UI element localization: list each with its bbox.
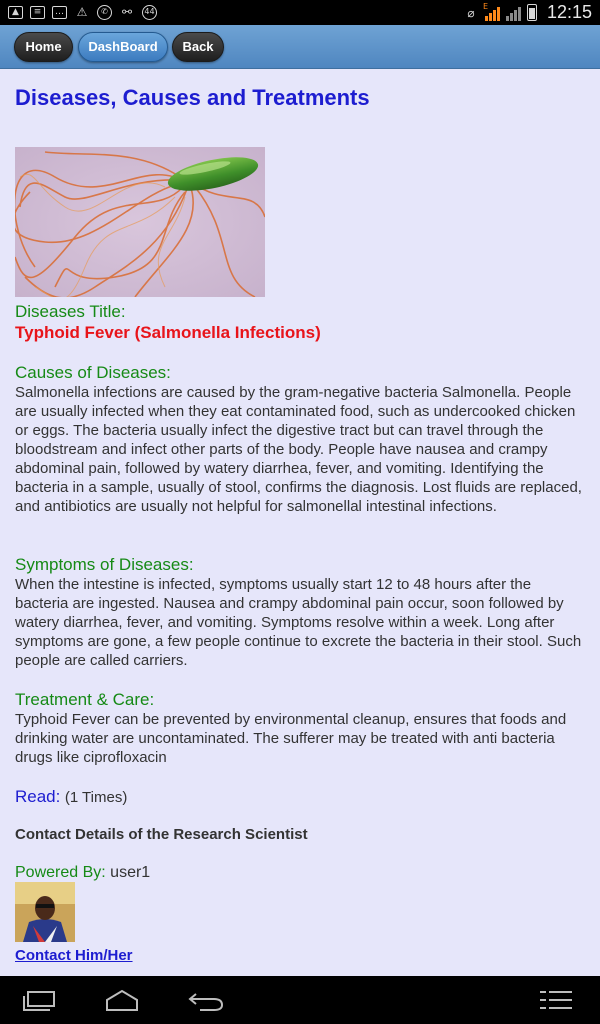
warning-icon: ⚠ [76,5,88,19]
back-button[interactable]: Back [172,32,224,62]
system-nav-bar [0,976,600,1024]
network-label: E [482,1,489,11]
symptoms-label: Symptoms of Diseases: [15,555,194,574]
usb-icon: ⚯ [121,5,133,19]
home-button[interactable]: Home [14,32,73,62]
badge-44-icon [142,5,157,20]
causes-label: Causes of Diseases: [15,363,171,382]
dashboard-button[interactable]: DashBoard [78,32,168,62]
chat-icon: … [52,6,67,19]
disease-title: Typhoid Fever (Salmonella Infections) [15,323,321,342]
back-nav-icon[interactable] [186,986,226,1014]
read-count-row [15,787,587,807]
menu-icon[interactable] [538,986,574,1014]
badge-text: 44 [144,6,155,16]
read-count: (1 Times) [64,789,128,806]
symptoms-text: When the intestine is infected, symptoms usually start 12 to 48 hours after the bacteria are ingested. Nausea and crampy abdominal pain occur, soon followed by watery diarrhea, fever, and vomiting. Symptoms resolve within a week. Long after symptoms are gone, a few people continue to excrete the bacteria in their stool. Such people are called carriers. [15,576,582,669]
status-bar [0,0,600,25]
read-label: Read: [15,787,61,806]
contact-link[interactable]: Contact Him/Her [15,947,133,964]
powered-by-row [15,863,587,882]
causes-text: Salmonella infections are caused by the gram-negative bacteria Salmonella. People are usually infected when they eat contaminated food, such as undercooked chicken or eggs. The bacteria usually infect the digestive tract but can travel through the bloodstream and infect other parts of the body. People have nausea and crampy abdominal pain, followed by watery diarrhea, fever, and vomiting. Identifying the bacteria in a sample, usually of stool, confirms the diagnosis. Lost fluids are replaced, and antibiotics are usually not helpful for salmonellal intestinal infections. [15,384,582,515]
signal-strength-icon [506,5,521,21]
image-icon: ▲ [8,6,23,19]
whatsapp-icon: ✆ [97,5,112,20]
avatar [15,882,75,942]
contact-heading: Contact Details of the Research Scientist [15,826,308,843]
treatment-text: Typhoid Fever can be prevented by environmental cleanup, ensures that foods and drinking water are uncontaminated. The sufferer may be treated with anti bacteria drugs like ciprofloxacin [15,711,567,766]
message-icon: ≡ [30,6,45,19]
battery-icon [527,4,537,21]
disease-image [15,147,265,297]
powered-by-label: Powered By: [15,864,106,881]
mobile-signal-icon [482,1,500,21]
recent-apps-icon[interactable] [22,986,58,1014]
disease-title-label: Diseases Title: [15,302,126,321]
content-area [0,69,600,976]
page-title: Diseases, Causes and Treatments [15,85,370,110]
vibrate-icon: ⌀ [467,5,475,20]
app-header [0,25,600,69]
powered-by-user: user1 [110,864,151,881]
clock: 12:15 [546,2,592,22]
home-nav-icon[interactable] [104,986,140,1014]
treatment-label: Treatment & Care: [15,690,155,709]
